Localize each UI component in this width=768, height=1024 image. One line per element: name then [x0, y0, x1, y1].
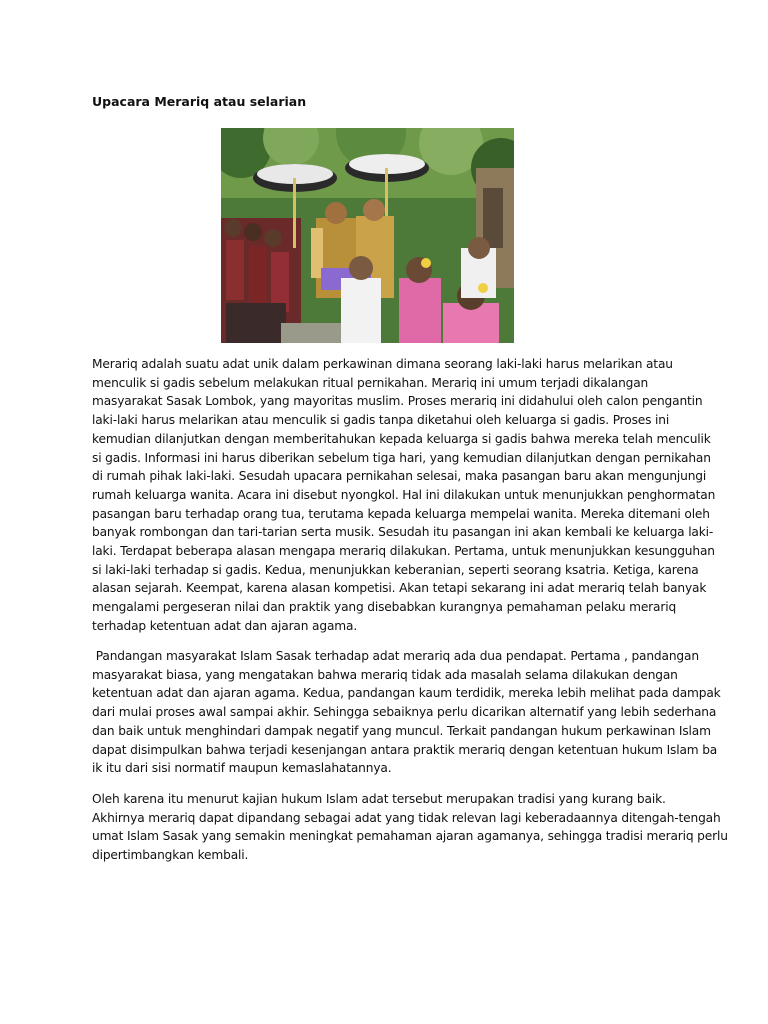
paragraph-line: rumah keluarga wanita. Acara ini disebut nyongkol. Hal ini dilakukan untuk menunjukkan penghormatan — [92, 487, 716, 502]
paragraph-line: laki-laki harus melarikan atau menculik si gadis tanpa diketahui oleh keluarga si gadis. Proses ini — [92, 413, 670, 428]
paragraph-line: alasan sejarah. Keempat, karena alasan kompetisi. Akan tetapi sekarang ini adat merariq telah banyak — [92, 581, 707, 596]
paragraph-line: Merariq adalah suatu adat unik dalam perkawinan dimana seorang laki-laki harus melarikan atau — [92, 357, 673, 371]
paragraph-line: masyarakat biasa, yang mengatakan bahwa merariq tidak ada masalah selama dilakukan dengan — [92, 667, 678, 682]
ceremony-photo — [221, 128, 514, 343]
paragraph-line: Oleh karena itu menurut kajian hukum Islam adat tersebut merupakan tradisi yang kurang baik. — [92, 792, 666, 806]
paragraph-line: pasangan baru terhadap orang tua, terutama kepada keluarga mempelai wanita. Mereka ditemani oleh — [92, 506, 710, 521]
paragraph-line: terhadap ketentuan adat dan ajaran agama. — [92, 618, 358, 633]
paragraph-line: ik itu dari sisi normatif maupun kemaslahatannya. — [92, 761, 392, 776]
paragraph-line: menculik si gadis sebelum melakukan ritual pernikahan. Merariq ini umum terjadi dikalangan — [92, 375, 649, 390]
paragraph-line: laki. Terdapat beberapa alasan mengapa merariq dilakukan. Pertama, untuk menunjukkan kesungguhan — [92, 544, 715, 559]
paragraph-line: kemudian dilanjutkan dengan memberitahukan kepada keluarga si gadis bahwa mereka telah menculik — [92, 431, 711, 446]
document-title: Upacara Merariq atau selarian — [92, 94, 307, 109]
paragraph-line: umat Islam Sasak yang semakin meningkat pemahaman ajaran agamanya, sehingga tradisi merariq perlu — [92, 829, 728, 844]
paragraph-1 — [92, 355, 716, 636]
paragraph-line: ketentuan adat dan ajaran agama. Kedua, pandangan kaum terdidik, mereka lebih melihat pada dampak — [92, 686, 721, 701]
paragraph-line: mengalami pergeseran nilai dan praktik yang disebabkan kurangnya pemahaman pelaku merariq — [92, 600, 677, 615]
paragraph-line: Pandangan masyarakat Islam Sasak terhadap adat merariq ada dua pendapat. Pertama , pandangan — [92, 649, 699, 663]
paragraph-line: dan baik untuk menghindari dampak negatif yang muncul. Terkait pandangan hukum perkawinan Islam — [92, 723, 711, 738]
paragraph-line: masyarakat Sasak Lombok, yang mayoritas muslim. Proses merariq ini didahului oleh calon pengantin — [92, 394, 703, 409]
paragraph-line: Akhirnya merariq dapat dipandang sebagai adat yang tidak relevan lagi keberadaannya ditengah-tengah — [92, 810, 721, 825]
paragraph-3 — [92, 790, 728, 865]
paragraph-line: di rumah pihak laki-laki. Sesudah upacara pernikahan selesai, maka pasangan baru akan mengunjungi — [92, 469, 707, 484]
paragraph-line: dari mulai proses awal sampai akhir. Sehingga sebaiknya perlu dicarikan alternatif yang lebih sederhana — [92, 705, 717, 720]
paragraph-line: banyak rombongan dan tari-tarian serta musik. Sesudah itu pasangan ini akan kembali ke keluarga laki- — [92, 525, 714, 540]
paragraph-line: si laki-laki terhadap si gadis. Kedua, menunjukkan keberanian, seperti seorang ksatria. Ketiga, karena — [92, 562, 699, 577]
paragraph-line: dipertimbangkan kembali. — [92, 848, 249, 863]
paragraph-line: dapat disimpulkan bahwa terjadi kesenjangan antara praktik merariq dengan ketentuan hukum Islam ba — [92, 742, 718, 757]
paragraph-2 — [92, 647, 721, 778]
paragraph-line: si gadis. Informasi ini harus diberikan sebelum tiga hari, yang kemudian dilanjutkan dengan pernikahan — [92, 450, 711, 465]
